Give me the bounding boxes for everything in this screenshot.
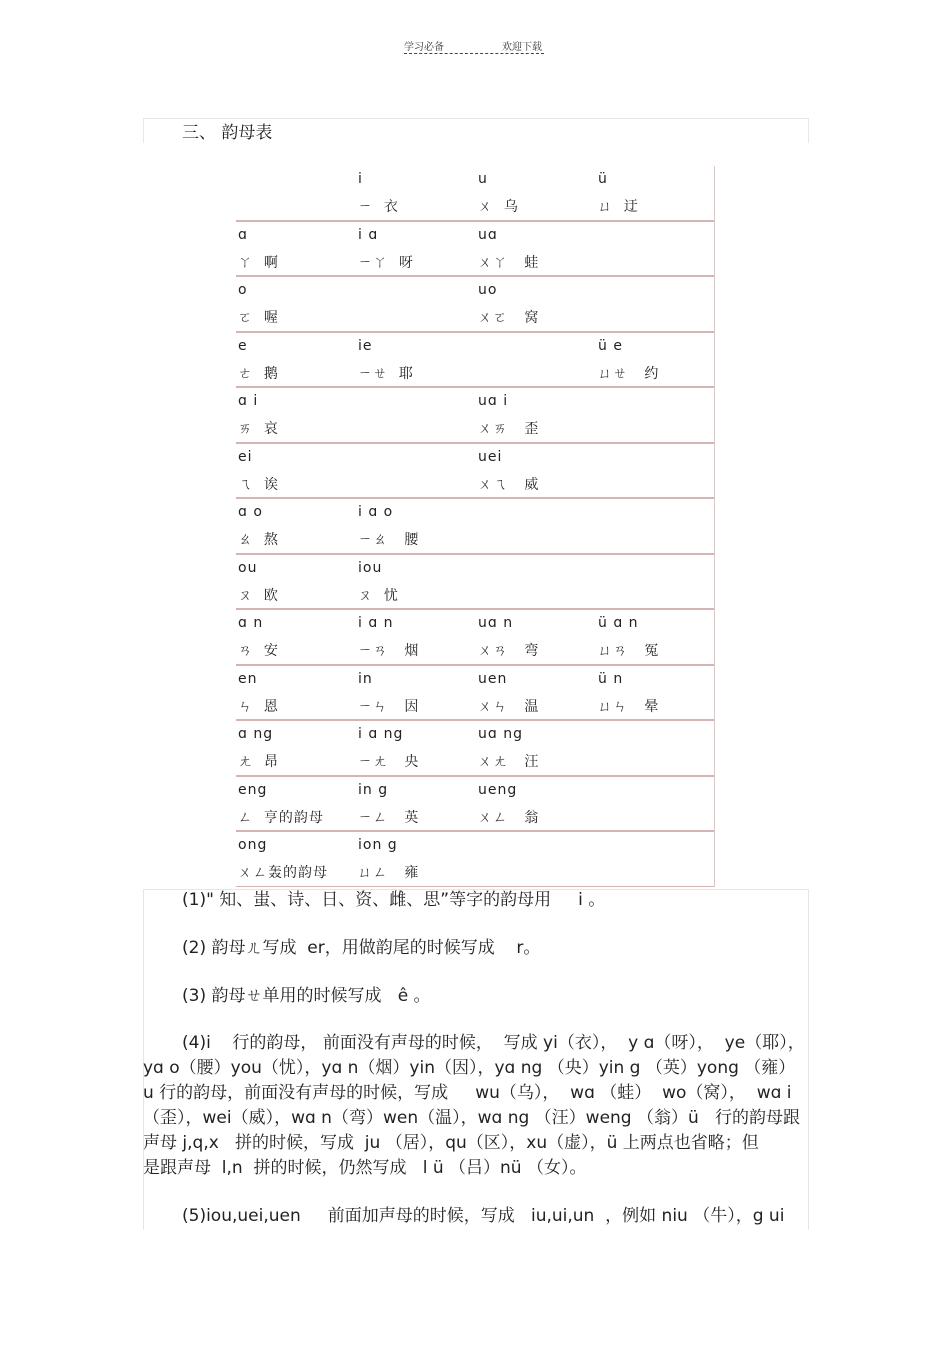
table-cell (596, 333, 714, 386)
pinyin-final: ion g (358, 837, 398, 853)
table-cell (476, 222, 594, 275)
table-cell (596, 166, 714, 219)
table-row (236, 333, 714, 389)
table-cell (236, 333, 354, 386)
pinyin-final: ü (598, 171, 608, 187)
pinyin-final: uɑ (478, 226, 498, 243)
table-cell (476, 277, 594, 330)
table-row (236, 832, 714, 887)
table-cell (596, 777, 714, 830)
table-cell (596, 555, 714, 608)
pinyin-final: ü ɑ n (598, 615, 639, 631)
zhuyin-example: ㄧㄠ 腰 (358, 532, 420, 548)
zhuyin-example: ㄢ 安 (238, 643, 279, 659)
note-2: (2) 韵母ㄦ写成 er，用做韵尾的时候写成 r。 (182, 938, 541, 958)
pinyin-final: o (238, 282, 248, 298)
table-row (236, 666, 714, 722)
note-4-line-4: （歪），wei（威），wɑ n（弯）wen（温），wɑ ng （汪）weng （翁）ü 行的韵母跟 (143, 1108, 800, 1128)
note-4-line-6: 是跟声母 l,n 拼的时候，仍然写成 l ü （吕）nü （女）。 (143, 1158, 587, 1178)
pinyin-final: ɑ n (238, 615, 264, 631)
table-cell (236, 666, 354, 719)
table-cell (356, 333, 474, 386)
pinyin-final: eng (238, 781, 268, 798)
pinyin-final: ong (238, 837, 268, 853)
pinyin-final: iou (358, 559, 383, 576)
table-cell (236, 499, 354, 552)
table-cell (476, 499, 594, 552)
pinyin-final: uei (478, 448, 503, 465)
table-cell (596, 222, 714, 275)
zhuyin-example: ㄩ 迂 (598, 199, 639, 215)
table-cell (476, 777, 594, 830)
zhuyin-example: ㄨㄣ 温 (478, 698, 540, 715)
pinyin-final: uo (478, 282, 498, 298)
zhuyin-example: ㄨㄢ 弯 (478, 643, 540, 659)
table-row (236, 610, 714, 666)
table-cell (476, 721, 594, 774)
table-row (236, 277, 714, 333)
zhuyin-example: ㄨㄤ 汪 (478, 754, 540, 770)
pinyin-final: ɑ i (238, 393, 259, 409)
zhuyin-example: ㄨ 乌 (478, 199, 519, 215)
table-cell (356, 166, 474, 219)
zhuyin-example: ㄧㄥ 英 (358, 809, 420, 826)
table-cell (236, 832, 354, 885)
pinyin-final: in g (358, 781, 389, 798)
table-cell (356, 555, 474, 608)
zhuyin-example: ㄩㄝ 约 (598, 365, 660, 382)
zhuyin-example: ㄧㄚ 呀 (358, 254, 414, 271)
pinyin-final: ou (238, 559, 258, 576)
table-row (236, 166, 714, 222)
zhuyin-example: ㄨㄥ轰的韵母 (238, 865, 328, 881)
pinyin-final: ü n (598, 670, 624, 687)
header-divider (404, 53, 544, 54)
table-cell (596, 499, 714, 552)
table-cell (476, 610, 594, 663)
zhuyin-example: ㄨㄚ 蛙 (478, 254, 540, 271)
zhuyin-example: ㄨㄛ 窝 (478, 310, 540, 326)
note-5: (5)iou,uei,uen 前面加声母的时候，写成 iu,ui,un ，例如 niu （牛），g ui (182, 1206, 785, 1226)
note-3: (3) 韵母ㄝ单用的时候写成 ê 。 (182, 986, 431, 1006)
table-row (236, 777, 714, 833)
pinyin-final: e (238, 337, 248, 354)
table-cell (596, 832, 714, 885)
table-row (236, 499, 714, 555)
pinyin-final: u (478, 171, 488, 187)
note-4-line-5: 声母 j,q,x 拼的时候，写成 ju （居），qu（区），xu（虚），ü 上两点也省略；但 (143, 1133, 759, 1153)
table-cell (236, 277, 354, 330)
table-cell (236, 222, 354, 275)
pinyin-final: ie (358, 337, 373, 354)
table-cell (356, 832, 474, 885)
zhuyin-example: ㄟ 诶 (238, 476, 279, 493)
zhuyin-example: ㄩㄣ 晕 (598, 698, 660, 715)
header-right-text: 欢迎下载 (502, 42, 542, 53)
table-cell (236, 721, 354, 774)
table-row (236, 388, 714, 444)
pinyin-final: ɑ o (238, 504, 263, 520)
pinyin-final: i (358, 171, 363, 187)
table-cell (236, 166, 354, 219)
zhuyin-example: ㄧㄝ 耶 (358, 365, 414, 382)
table-cell (476, 666, 594, 719)
zhuyin-example: ㄡ 欧 (238, 587, 279, 604)
table-cell (236, 777, 354, 830)
table-cell (476, 555, 594, 608)
table-cell (476, 333, 594, 386)
table-cell (596, 666, 714, 719)
pinyin-final: uɑ i (478, 393, 509, 409)
pinyin-final: i ɑ n (358, 615, 394, 631)
table-cell (596, 388, 714, 441)
pinyin-final: uɑ ng (478, 726, 523, 742)
finals-table (236, 166, 715, 887)
zhuyin-example: ㄩㄢ 冤 (598, 643, 660, 659)
pinyin-final: ɑ ng (238, 726, 274, 742)
pinyin-final: ü e (598, 337, 623, 354)
table-row (236, 222, 714, 278)
note-4-line-1: (4)i 行的韵母， 前面没有声母的时候， 写成 yi（衣）， y ɑ（呀）， ye（耶）， (182, 1033, 805, 1053)
table-cell (476, 166, 594, 219)
zhuyin-example: ㄡ 忧 (358, 587, 399, 604)
table-row (236, 721, 714, 777)
table-row (236, 444, 714, 500)
table-cell (476, 832, 594, 885)
zhuyin-example: ㄤ 昂 (238, 754, 279, 770)
note-4-line-2: yɑ o（腰）you（忧），yɑ n（烟）yin（因），yɑ ng （央）yin g （英）yong （雍） (143, 1058, 796, 1078)
pinyin-final: uen (478, 670, 508, 687)
zhuyin-example: ㄥ 亨的韵母 (238, 809, 324, 826)
zhuyin-example: ㄛ 喔 (238, 310, 279, 326)
zhuyin-example: ㄧㄤ 央 (358, 754, 420, 770)
table-cell (596, 610, 714, 663)
zhuyin-example: ㄩㄥ 雍 (358, 865, 420, 881)
zhuyin-example: ㄜ 鹅 (238, 365, 279, 382)
table-cell (596, 277, 714, 330)
table-cell (236, 555, 354, 608)
table-cell (596, 721, 714, 774)
pinyin-final: in (358, 670, 373, 687)
header-left-text: 学习必备 (404, 42, 444, 53)
table-cell (356, 721, 474, 774)
table-cell (356, 610, 474, 663)
note-1: (1)" 知、蚩、诗、日、资、雌、思”等字的韵母用 i 。 (182, 890, 606, 910)
section-title: 三、 韵母表 (182, 123, 273, 143)
table-cell (356, 222, 474, 275)
note-4-line-3: u 行的韵母，前面没有声母的时候，写成 wu（乌）， wɑ （蛙） wo（窝）， wɑ i (143, 1083, 792, 1103)
table-cell (356, 666, 474, 719)
pinyin-final: ei (238, 448, 253, 465)
zhuyin-example: ㄠ 熬 (238, 532, 279, 548)
zhuyin-example: ㄞ 哀 (238, 421, 279, 437)
table-cell (236, 388, 354, 441)
zhuyin-example: ㄨㄥ 翁 (478, 809, 540, 826)
zhuyin-example: ㄨㄟ 威 (478, 476, 540, 493)
zhuyin-example: ㄧㄣ 因 (358, 698, 420, 715)
table-cell (236, 610, 354, 663)
table-cell (356, 388, 474, 441)
zhuyin-example: ㄧㄢ 烟 (358, 643, 420, 659)
table-cell (356, 499, 474, 552)
table-cell (596, 444, 714, 497)
zhuyin-example: ㄚ 啊 (238, 254, 279, 271)
table-row (236, 555, 714, 611)
table-cell (356, 777, 474, 830)
zhuyin-example: ㄧ 衣 (358, 199, 399, 215)
pinyin-final: uɑ n (478, 615, 514, 631)
pinyin-final: ueng (478, 781, 518, 798)
table-cell (236, 444, 354, 497)
zhuyin-example: ㄣ 恩 (238, 698, 279, 715)
pinyin-final: i ɑ (358, 226, 379, 243)
pinyin-final: i ɑ ng (358, 726, 404, 742)
table-cell (356, 444, 474, 497)
table-cell (476, 444, 594, 497)
pinyin-final: i ɑ o (358, 504, 394, 520)
zhuyin-example: ㄨㄞ 歪 (478, 421, 540, 437)
table-cell (476, 388, 594, 441)
table-cell (356, 277, 474, 330)
pinyin-final: ɑ (238, 226, 248, 243)
pinyin-final: en (238, 670, 258, 687)
